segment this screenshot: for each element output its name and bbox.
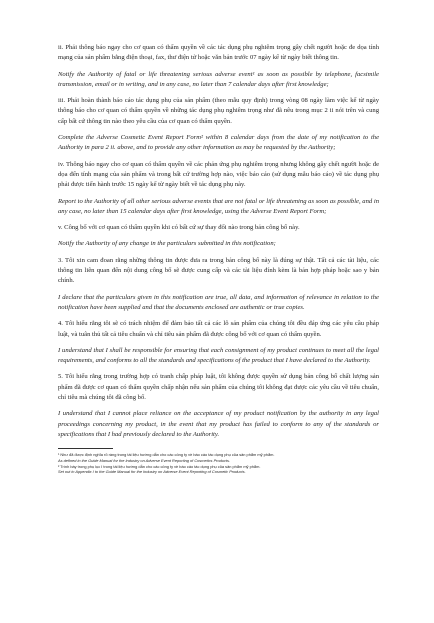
- footnote-divider: [58, 448, 113, 449]
- footnote-1-en: As defined in the Guide Manual for the Industry on Adverse Event Reporting of Cosmetics Products.: [58, 457, 230, 463]
- footnote-1: [58, 452, 379, 463]
- clause-5-en: I understand that I cannot place reliance on the acceptance of my product notification by the authority in any legal proceedings concerning my product, in the event that my product has failed to conform to any of the standards or specifications that I had previously declared to the Authority.: [58, 410, 379, 438]
- clause-2-v-vi: v. Công bố với cơ quan có thẩm quyền khi có bất cứ sự thay đổi nào trong bản công bố này.: [58, 224, 300, 232]
- clause-4-en: I understand that I shall be responsible for ensuring that each consignment of my product continues to meet all the legal requirements, and conforms to all the standards and specifications of the product that I have declared to the Authority.: [58, 346, 379, 365]
- footnote-2-vi: ² Trình bày trong phụ lục I trong tài liệu hướng dẫn cho các công ty về báo cáo tác dụng phụ của sản phẩm mỹ phẩm.: [58, 463, 261, 469]
- footnotes: [58, 452, 379, 474]
- footnote-1-vi: ¹ Như đã được định nghĩa rõ ràng trong tài liệu hướng dẫn cho các công ty về báo cáo tác dụng phụ của sản phẩm mỹ phẩm.: [58, 452, 275, 458]
- clause-3-vi: 3. Tôi xin cam đoan rằng những thông tin được đưa ra trong bản công bố này là đúng sự thật. Tất cả các tài liệu, các thông tin liên quan đến nội dung công bố sẽ được cung cấp và các tài liệu đính kèm là bản hợp pháp hoặc sao y bản chính.: [58, 256, 379, 285]
- clause-2-ii-en: Notify the Authority of fatal or life threatening serious adverse event¹ as soon as possible by telephone, facsimile transmission, email or in writing, and in any case, no later than 7 calendar days after first knowledge;: [58, 70, 379, 88]
- body-text: [58, 43, 379, 440]
- clause-3-en: I declare that the particulars given in this notification are true, all data, and information of relevance in relation to the notification have been supplied and that the documents enclosed are authentic or true copies.: [58, 293, 379, 311]
- footnote-2: [58, 464, 379, 475]
- clause-4-vi: 4. Tôi hiểu rằng tôi sẽ có trách nhiệm để đảm bảo tất cả các lô sản phẩm của chúng tôi đều đáp ứng các yêu cầu pháp luật, và tuân thủ tất cả tiêu chuẩn và chỉ tiêu sản phẩm đã được công bố với cơ quan có thẩm quyền.: [58, 320, 379, 338]
- clause-2-iv-vi: iv. Thông báo ngay cho cơ quan có thẩm quyền về các phản ứng phụ nghiêm trọng nhưng không gây chết người hoặc đe dọa đến tính mạng của sản phẩm và trong bất cứ trường hợp nào, việc báo cáo (sử dụng mẫu báo cáo) về tác dụng phụ phải được tiến hành trước 15 ngày kể từ ngày biết về tác dụng phụ này.: [58, 160, 379, 189]
- clause-2-v-en: Notify the Authority of any change in the particulars submitted in this notification;: [58, 240, 276, 248]
- clause-5-vi: 5. Tôi hiểu rằng trong trường hợp có tranh chấp pháp luật, tôi không được quyền sử dụng bản công bố chất lượng sản phẩm đã được cơ quan có thẩm quyền chấp nhận nếu sản phẩm của chúng tôi không đạt được các yêu cầu về tiêu chuẩn, chỉ tiêu mà chúng tôi đã công bố.: [58, 373, 379, 402]
- footnote-2-en: Set out in Appendix I to the Guide Manual for the Industry on Adverse Event Reporting of Cosmetic Products.: [58, 469, 246, 475]
- clause-2-iii-en: Complete the Adverse Cosmetic Event Report Form² within 8 calendar days from the date of my notification to the Authority in para 2 ii. above, and to provide any other information as may be requested by the Authority;: [58, 134, 379, 152]
- clause-2-iii-vi: iii. Phải hoàn thành báo cáo tác dụng phụ của sản phẩm (theo mẫu quy định) trong vòng 08 ngày làm việc kể từ ngày thông báo cho cơ quan có thẩm quyền về những tác dụng phụ nghiêm trọng như đã nêu trong mục 2 ii nói trên và cung cấp bất cứ thông tin nào theo yêu cầu của cơ quan có thẩm quyền.: [58, 97, 379, 125]
- clause-2-iv-en: Report to the Authority of all other serious adverse events that are not fatal or life threatening as soon as possible, and in any case, no later than 15 calendar days after first knowledge, using the Adverse Event Report Form;: [58, 197, 379, 215]
- clause-2-ii-vi: ii. Phải thông báo ngay cho cơ quan có thẩm quyền về các tác dụng phụ nghiêm trọng gây chết người hoặc đe dọa tính mạng của sản phẩm bằng điện thoại, fax, thư điện tử hoặc văn bản trước 07 ngày kể từ ngày biết thông tin.: [58, 44, 379, 62]
